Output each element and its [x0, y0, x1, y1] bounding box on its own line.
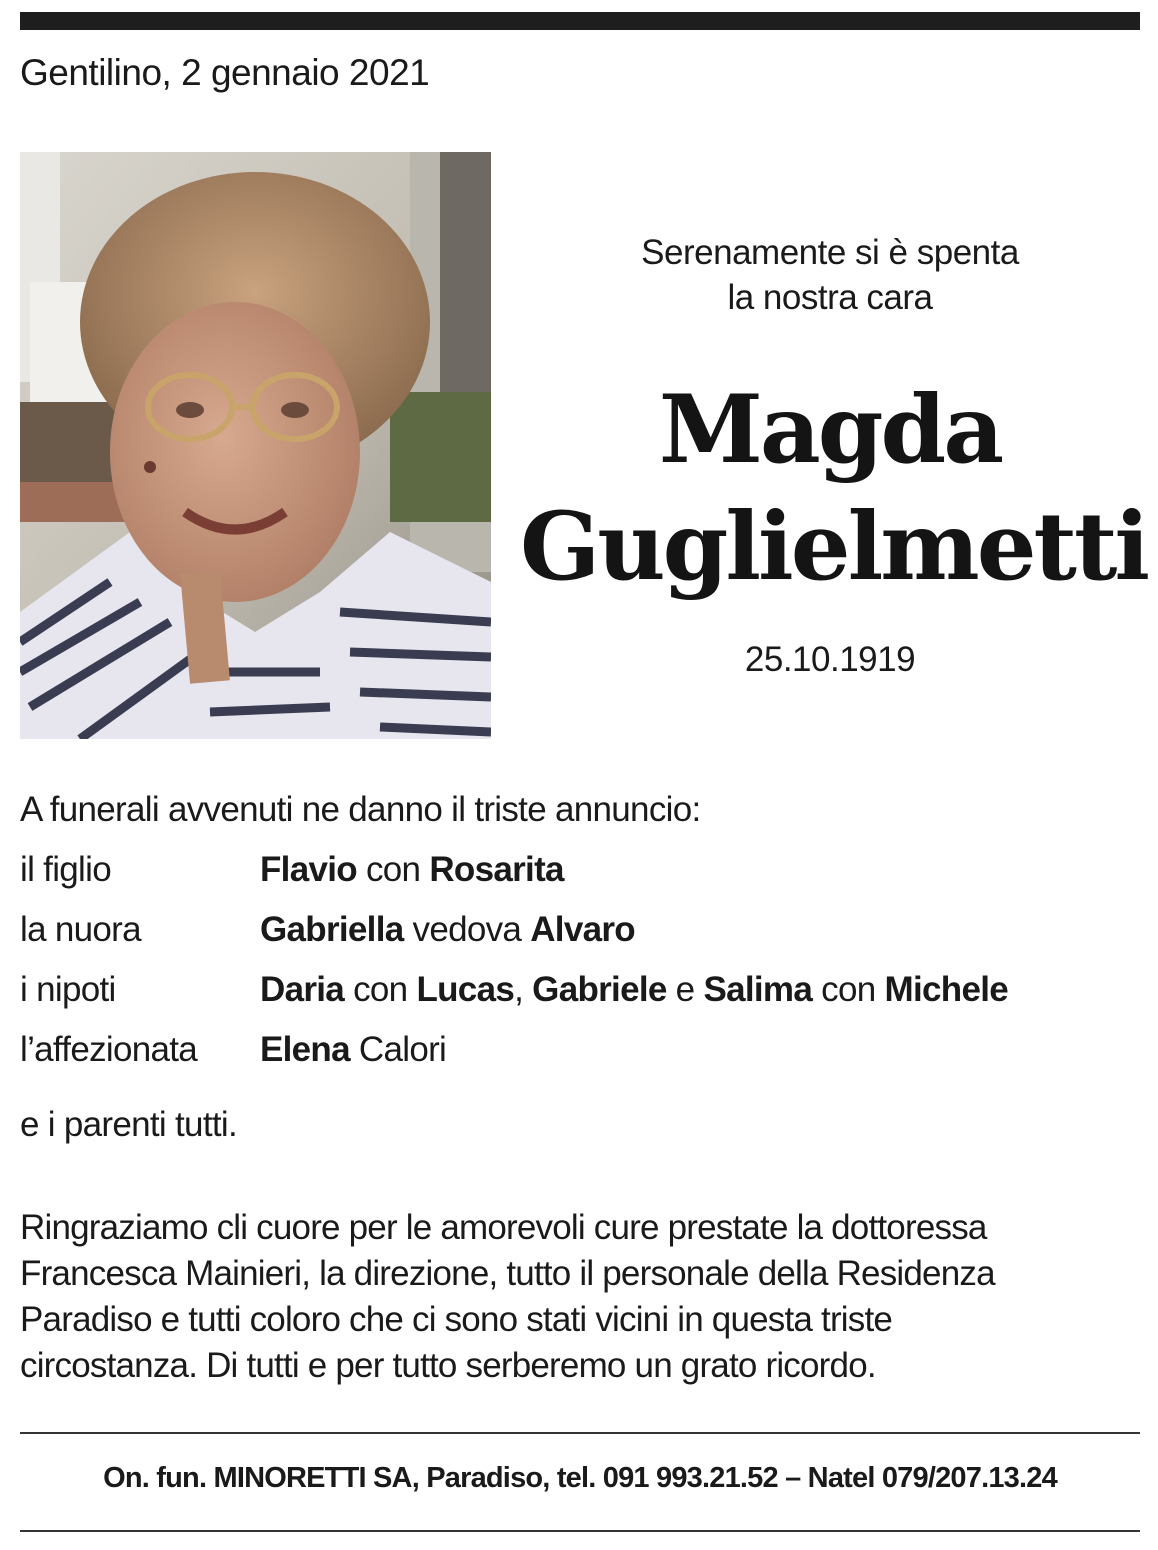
closing-line: e i parenti tutti.: [20, 1105, 237, 1144]
family-role: il figlio: [20, 850, 111, 889]
family-member-name: Gabriele: [532, 970, 667, 1009]
family-member-name: Daria: [260, 970, 345, 1009]
birth-date: 25.10.1919: [744, 640, 916, 679]
footer-rule-bottom: [20, 1530, 1140, 1532]
family-role: la nuora: [20, 910, 141, 949]
top-rule: [20, 12, 1140, 30]
family-names: [260, 960, 1008, 1020]
family-names: [260, 1020, 446, 1080]
family-connector: con: [344, 970, 417, 1009]
family-member-name: Gabriella: [260, 910, 404, 949]
family-role: i nipoti: [20, 970, 116, 1009]
funeral-home-contact: On. fun. MINORETTI SA, Paradiso, tel. 091 993.21.52 – Natel 079/207.13.24: [103, 1462, 1057, 1494]
deceased-first-name: Magda: [658, 375, 1002, 485]
deceased-last-name: Guglielmetti: [520, 492, 1148, 602]
family-member-name: Alvaro: [530, 910, 635, 949]
thanks-paragraph: [20, 1205, 1140, 1389]
thanks-line-3: Paradiso e tutti coloro che ci sono stati vicini in questa triste: [20, 1300, 893, 1339]
family-member-name: Rosarita: [429, 850, 564, 889]
place-date: Gentilino, 2 gennaio 2021: [20, 52, 430, 93]
family-connector: e: [666, 970, 704, 1009]
family-names: [260, 900, 635, 960]
intro-text: [520, 230, 1140, 320]
family-connector: con: [356, 850, 430, 889]
footer-rule-top: [20, 1432, 1140, 1434]
family-member-name: Salima: [703, 970, 813, 1009]
intro-line-2: la nostra cara: [727, 278, 933, 317]
announcement: A funerali avvenuti ne danno il triste annuncio:: [20, 790, 701, 829]
family-connector: vedova: [403, 910, 531, 949]
family-role: l’affezionata: [20, 1030, 198, 1069]
portrait-photo: [20, 152, 491, 739]
thanks-line-1: Ringraziamo cli cuore per le amorevoli cure prestate la dottoressa: [20, 1208, 987, 1247]
family-names: [260, 840, 564, 900]
thanks-line-2: Francesca Mainieri, la direzione, tutto il personale della Residenza: [20, 1254, 995, 1293]
family-member-name: Michele: [884, 970, 1008, 1009]
family-connector: Calori: [349, 1030, 447, 1069]
family-connector: con: [812, 970, 885, 1009]
family-member-name: Flavio: [260, 850, 357, 889]
family-member-name: Elena: [260, 1030, 350, 1069]
thanks-line-4: circostanza. Di tutti e per tutto serberemo un grato ricordo.: [20, 1346, 876, 1385]
intro-line-1: Serenamente si è spenta: [641, 233, 1019, 272]
family-member-name: Lucas: [416, 970, 515, 1009]
family-connector: ,: [514, 970, 533, 1009]
